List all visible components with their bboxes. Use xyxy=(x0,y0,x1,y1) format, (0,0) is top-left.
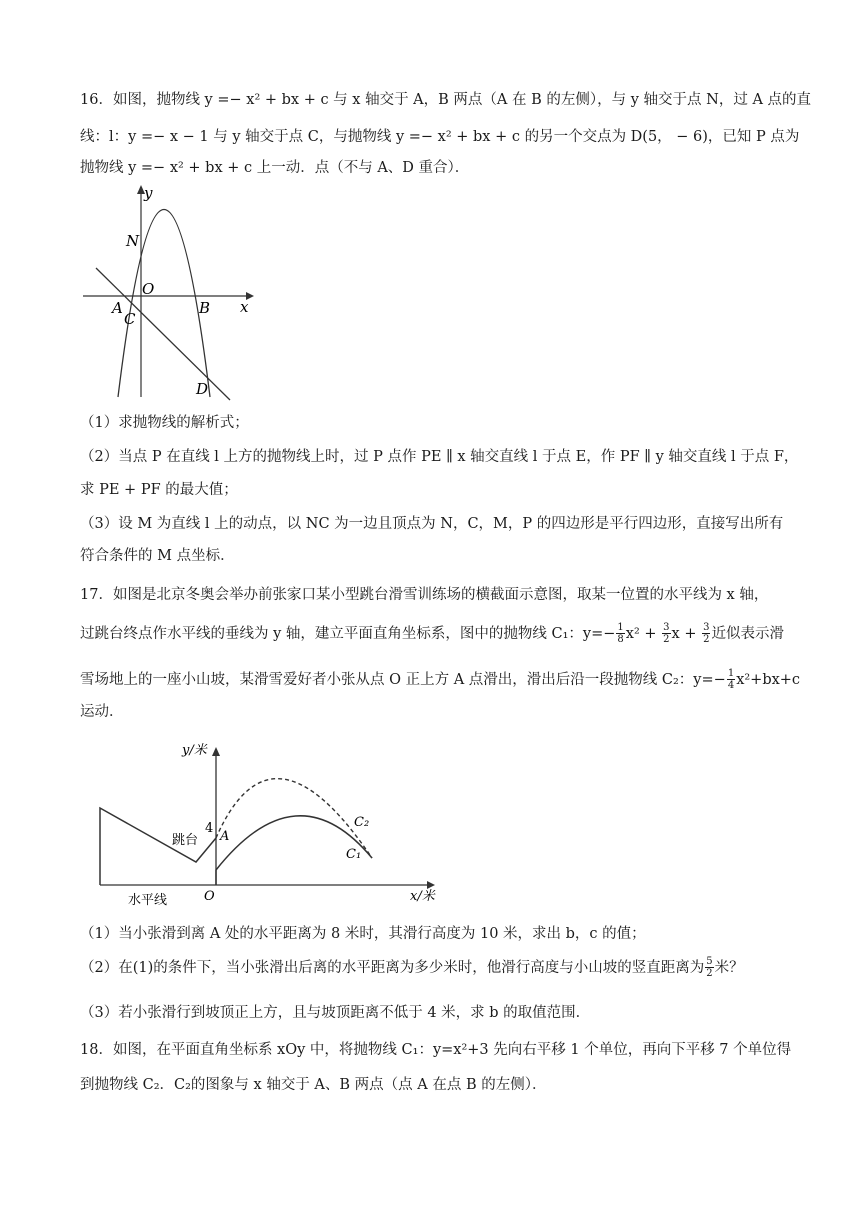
q17-line-2-pre: 过跳台终点作水平线的垂线为 y 轴，建立平面直角坐标系，图中的抛物线 C₁：y=− xyxy=(80,625,616,642)
q17-x-label: x/米 xyxy=(410,889,435,904)
q16-point-b: B xyxy=(199,299,211,317)
q17-fraction-3-num: 3 xyxy=(703,622,710,633)
q16-part-2a: （2）当点 P 在直线 l 上方的抛物线上时，过 P 点作 PE ∥ x 轴交直线 l 于点 E，作 PF ∥ y 轴交直线 l 于点 F， xyxy=(80,449,799,465)
q17-point-o: O xyxy=(204,889,215,904)
q17-fraction-3-den: 2 xyxy=(703,634,710,645)
q17-fraction-4-num: 1 xyxy=(727,668,735,679)
q17-fraction-2 xyxy=(662,622,670,645)
q18-line-2: 到抛物线 C₂．C₂的图象与 x 轴交于 A、B 两点（点 A 在点 B 的左侧）． xyxy=(80,1077,547,1093)
q16-point-c: C xyxy=(124,310,136,328)
q17-fraction-4-den: 4 xyxy=(727,680,735,691)
q16-point-o: O xyxy=(142,280,155,298)
q17-part-2-post: 米？ xyxy=(714,959,744,976)
q17-y-label: y/米 xyxy=(182,743,207,758)
q17-fraction-5-num: 5 xyxy=(706,956,713,967)
q17-line-1: 17．如图是北京冬奥会举办前张家口某小型跳台滑雪训练场的横截面示意图，取某一位置的水平线为 x 轴， xyxy=(80,587,769,603)
q17-fraction-1-den: 8 xyxy=(617,634,624,645)
q16-line-1: 16．如图，抛物线 y =− x² + bx + c 与 x 轴交于 A，B 两点（A 在 B 的左侧），与 y 轴交于点 N，过 A 点的直 xyxy=(80,92,812,108)
q16-point-d: D xyxy=(196,380,209,398)
q16-line-2: 线：l：y =− x − 1 与 y 轴交于点 C，与抛物线 y =− x² + bx + c 的另一个交点为 D(5， − 6)，已知 P 点为 xyxy=(80,129,800,145)
q17-label-tiaotai: 跳台 xyxy=(172,833,199,848)
q17-line-2-mid2: x + xyxy=(671,625,702,642)
q16-part-3a: （3）设 M 为直线 l 上的动点，以 NC 为一边且顶点为 N，C，M，P 的四边形是平行四边形，直接写出所有 xyxy=(80,516,784,532)
q17-fraction-1-num: 1 xyxy=(617,622,624,633)
q17-fraction-1 xyxy=(616,622,624,645)
q17-fraction-4 xyxy=(727,668,735,691)
q16-line-3: 抛物线 y =− x² + bx + c 上一动．点（不与 A、D 重合）． xyxy=(80,160,470,176)
q16-part-1: （1）求抛物线的解析式； xyxy=(80,415,249,431)
q17-line-2-post: 近似表示滑 xyxy=(711,625,784,642)
q17-line-2 xyxy=(80,622,784,645)
q17-part-1: （1）当小张滑到离 A 处的水平距离为 8 米时，其滑行高度为 10 米，求出 b，c 的值； xyxy=(80,926,646,942)
q17-part-2-pre: （2）在(1)的条件下，当小张滑出后离的水平距离为多少米时，他滑行高度与小山坡的竖直距离为 xyxy=(80,959,705,976)
q17-point-a: A xyxy=(220,829,230,844)
q18-line-1: 18．如图，在平面直角坐标系 xOy 中，将抛物线 C₁：y=x²+3 先向右平移 1 个单位，再向下平移 7 个单位得 xyxy=(80,1042,792,1058)
q17-fraction-5 xyxy=(705,956,713,979)
q16-parabola-figure xyxy=(78,182,258,402)
q16-part-2b: 求 PE + PF 的最大值； xyxy=(80,482,238,498)
q16-y-label: y xyxy=(144,184,153,202)
q17-fraction-2-num: 3 xyxy=(663,622,670,633)
q17-line-3-pre: 雪场地上的一座小山坡，某滑雪爱好者小张从点 O 正上方 A 点滑出，滑出后沿一段抛物线 C₂：y=− xyxy=(80,671,726,688)
q17-label-c1: C₁ xyxy=(346,847,362,862)
q16-x-label: x xyxy=(240,298,249,316)
q16-point-a: A xyxy=(112,299,123,317)
q17-fraction-2-den: 2 xyxy=(663,634,670,645)
q17-line-3 xyxy=(80,668,800,691)
q17-line-3-post: x²+bx+c xyxy=(736,671,801,688)
q17-label-shuipingxian: 水平线 xyxy=(128,893,168,908)
q16-part-3b: 符合条件的 M 点坐标． xyxy=(80,548,235,564)
q17-line-4: 运动． xyxy=(80,704,124,720)
q17-fraction-3 xyxy=(702,622,710,645)
q16-point-n: N xyxy=(126,232,140,250)
q17-height-4: 4 xyxy=(205,821,214,836)
q17-line-2-mid: x² + xyxy=(625,625,662,642)
q17-label-c2: C₂ xyxy=(354,815,370,830)
q17-fraction-5-den: 2 xyxy=(706,968,713,979)
q17-ski-jump-figure xyxy=(92,740,442,910)
q17-part-3: （3）若小张滑行到坡顶正上方，且与坡顶距离不低于 4 米，求 b 的取值范围． xyxy=(80,1005,591,1021)
q17-part-2 xyxy=(80,956,744,979)
